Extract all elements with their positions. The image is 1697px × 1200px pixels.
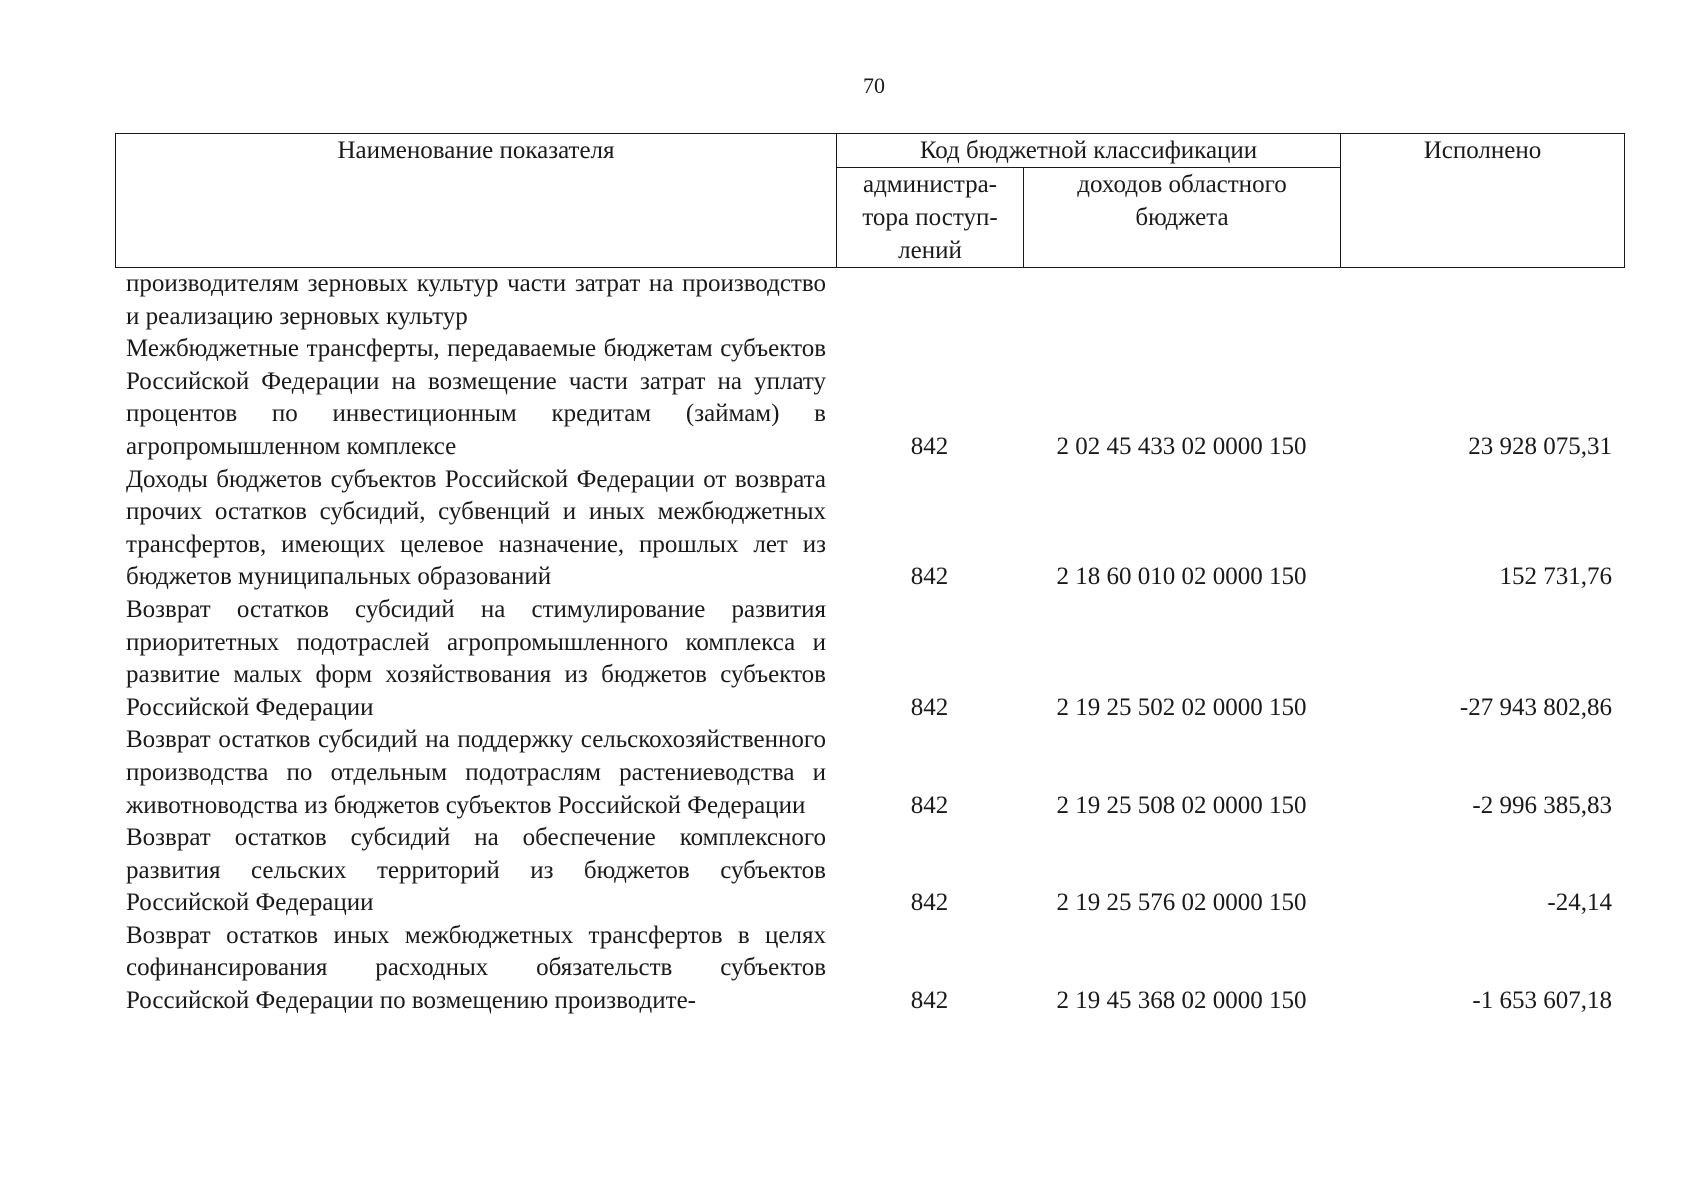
header-admin-line: администра- xyxy=(862,171,998,198)
row-sum: 152 731,76 xyxy=(1499,563,1612,591)
row-income-code: 2 19 25 576 02 0000 150 xyxy=(1056,889,1307,917)
row-sum: -1 653 607,18 xyxy=(1472,987,1612,1015)
header-code-group: Код бюджетной классификации xyxy=(837,134,1341,168)
header-admin-line: тора поступ- xyxy=(862,204,998,231)
row-admin-code: 842 xyxy=(910,889,949,917)
row-sum: -24,14 xyxy=(1547,889,1612,917)
row-income-code: 2 19 25 502 02 0000 150 xyxy=(1056,693,1307,721)
header-admin-line: лений xyxy=(898,237,962,264)
row-sum: 23 928 075,31 xyxy=(1468,432,1612,460)
table-row xyxy=(115,920,1624,1018)
row-admin-code: 842 xyxy=(910,987,949,1015)
row-income-code: 2 19 45 368 02 0000 150 xyxy=(1056,987,1307,1015)
row-name: Межбюджетные трансферты, передаваемые бюджетам субъектов Российской Федерации на возмещение части затрат на уплату процентов по инвестиционным кредитам (займам) в агропромышленном комплексе xyxy=(126,335,826,460)
table-row xyxy=(115,464,1624,594)
table-header xyxy=(115,133,1625,268)
row-admin-code: 842 xyxy=(910,791,949,819)
row-name: производителям зерновых культур части затрат на производство и реализацию зерновых культур xyxy=(126,270,826,330)
row-income-code xyxy=(1023,268,1340,333)
table-row xyxy=(115,724,1624,822)
header-income xyxy=(1024,168,1341,268)
row-name: Возврат остатков субсидий на обеспечение комплексного развития сельских территорий из бюджетов субъектов Российской Федерации xyxy=(126,824,826,917)
row-name: Возврат остатков субсидий на поддержку сельскохозяйственного производства по отдельным подотраслям растениеводства и животноводства из бюджетов субъектов Российской Федерации xyxy=(126,726,826,819)
header-income-line: бюджета xyxy=(1135,204,1229,231)
row-sum: -2 996 385,83 xyxy=(1472,791,1612,819)
row-admin-code: 842 xyxy=(910,432,949,460)
page-number: 70 xyxy=(863,73,885,98)
row-name: Доходы бюджетов субъектов Российской Федерации от возврата прочих остатков субсидий, субвенций и иных межбюджетных трансфертов, имеющих целевое назначение, прошлых лет из бюджетов муниципальных образований xyxy=(126,465,826,591)
table-row xyxy=(115,822,1624,920)
header-name: Наименование показателя xyxy=(116,134,837,268)
row-income-code: 2 02 45 433 02 0000 150 xyxy=(1056,432,1307,460)
header-admin xyxy=(837,168,1024,268)
row-sum xyxy=(1340,268,1624,333)
table-row xyxy=(115,594,1624,724)
row-name: Возврат остатков субсидий на стимулирование развития приоритетных подотраслей агропромышленного комплекса и развитие малых форм хозяйствования из бюджетов субъектов Российской Федерации xyxy=(126,595,826,721)
row-name: Возврат остатков иных межбюджетных трансфертов в целях софинансирования расходных обязательств субъектов Российской Федерации по возмещению производите- xyxy=(126,921,826,1015)
row-income-code: 2 19 25 508 02 0000 150 xyxy=(1056,791,1307,819)
table-body xyxy=(115,268,1624,1018)
row-sum: -27 943 802,86 xyxy=(1459,693,1612,721)
header-executed: Исполнено xyxy=(1341,134,1625,268)
row-admin-code: 842 xyxy=(910,693,949,721)
row-admin-code xyxy=(836,268,1023,333)
table-row xyxy=(115,333,1624,463)
table-row xyxy=(115,268,1624,333)
header-income-line: доходов областного xyxy=(1077,171,1287,198)
row-admin-code: 842 xyxy=(910,563,949,591)
row-income-code: 2 18 60 010 02 0000 150 xyxy=(1056,563,1307,591)
